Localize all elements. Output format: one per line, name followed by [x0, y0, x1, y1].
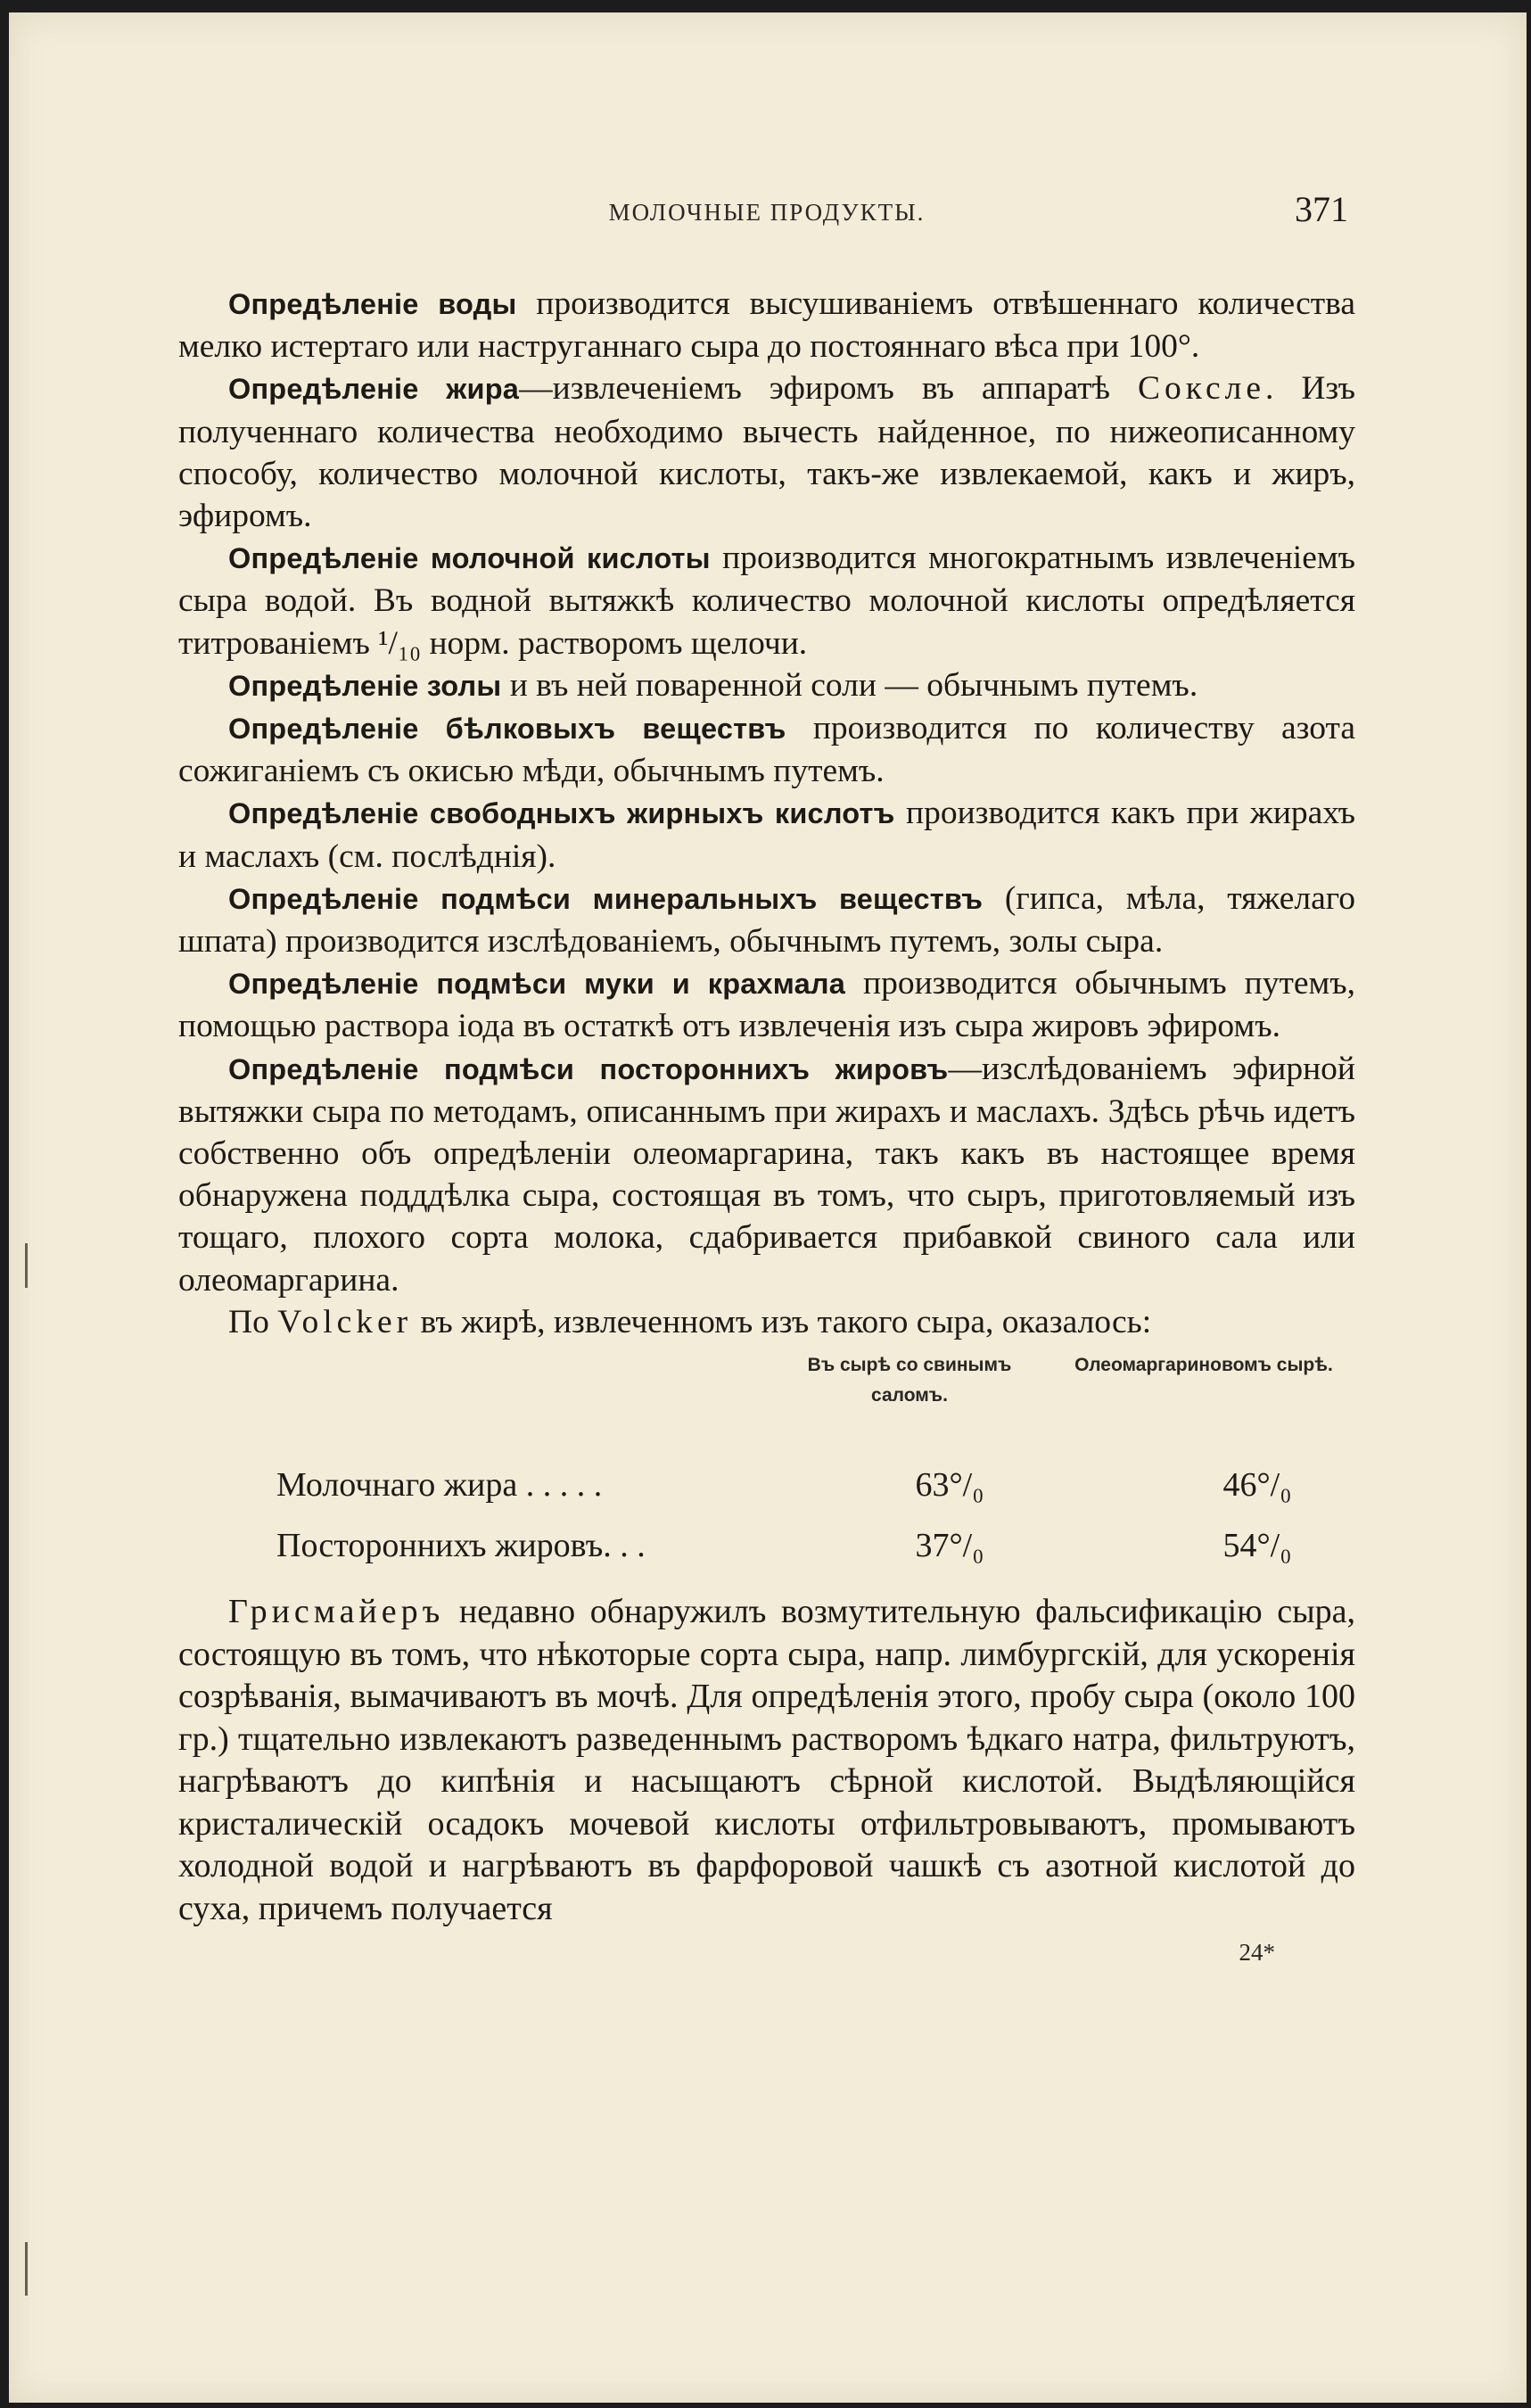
- body-text: [178, 283, 1355, 1975]
- paragraph-text: —извлеченіемъ эфиромъ въ аппаратѣ: [519, 370, 1138, 408]
- paragraph-text-tail: въ жирѣ, извлеченномъ изъ такого сыра, оказалось:: [412, 1303, 1152, 1340]
- paragraph-text: недавно обнаружилъ возмутительную фальсификацію сыра, состоящую въ томъ, что нѣкоторые сорта сыра, напр. лимбургскій, для ускоренія созрѣванія, вымачиваютъ въ мочѣ. Для опредѣленія этого, пробу сыра (около 100 гр.) тщательно извлекаютъ разведеннымъ растворомъ ѣдкаго натра, фильтруютъ, нагрѣваютъ до кипѣнія и насыщаютъ сѣрной кислотой. Выдѣляющійся кристалическій осадокъ мочевой кислоты отфильтровываютъ, промываютъ холодной водой и нагрѣваютъ въ фарфоровой чашкѣ съ азотной кислотой до суха, причемъ получается: [178, 1593, 1355, 1927]
- spaced-name: Грисмайеръ: [228, 1593, 445, 1631]
- paragraph-text: и въ ней поваренной соли — обычнымъ путемъ.: [501, 666, 1198, 704]
- paragraph-lead: Опредѣленіе подмѣси муки и крахмала: [228, 968, 846, 1001]
- paragraph-text: производится многократнымъ извлеченіемъ сыра водой. Въ водной вытяжкѣ количество молочной кислоты опредѣляется титрованіемъ ¹/₁₀ норм. растворомъ щелочи.: [178, 540, 1355, 662]
- paragraph-text: производится какъ при жирахъ и маслахъ (см. послѣднія).: [178, 795, 1355, 875]
- cell-lard: 37°/₀: [915, 1527, 984, 1565]
- paragraph-text: производится по количеству азота сожиганіемъ съ окисью мѣди, обычнымъ путемъ.: [178, 710, 1355, 790]
- paragraph-lead: Опредѣленіе молочной кислоты: [228, 542, 711, 575]
- cell-lard: 63°/₀: [915, 1466, 984, 1505]
- running-title: МОЛОЧНЫЕ ПРОДУКТЫ.: [608, 199, 926, 226]
- paragraph-lactic-acid: [178, 537, 1355, 664]
- paragraph-water: [178, 283, 1355, 367]
- paragraph-lead: Опредѣленіе свободныхъ жирныхъ кислотъ: [228, 797, 895, 830]
- paragraph-text: По: [228, 1303, 278, 1340]
- paragraph-free-fatty-acids: [178, 792, 1355, 877]
- paragraph-proteins: [178, 707, 1355, 792]
- cell-oleomargarine: 46°/₀: [1222, 1466, 1292, 1505]
- table-row: [276, 1464, 1355, 1509]
- paragraph-volcker: [178, 1301, 1355, 1343]
- paragraph-flour-starch: [178, 962, 1355, 1047]
- signature-mark: 24*: [1239, 1939, 1275, 1967]
- paragraph-lead: Опредѣленіе подмѣси постороннихъ жировъ: [228, 1052, 949, 1085]
- paragraph-lead: Опредѣленіе золы: [228, 669, 502, 702]
- cell-oleomargarine: 54°/₀: [1222, 1527, 1292, 1565]
- results-table: [178, 1350, 1355, 1565]
- margin-mark: [25, 2242, 28, 2296]
- page-content: [178, 177, 1355, 1975]
- paragraph-text-tail: . Изъ полученнаго количества необходимо вычесть найденное, по нижеописанному способу, количество молочной кислоты, такъ-же извлекаемой, какъ и жиръ, эфиромъ.: [178, 370, 1355, 535]
- paragraph-lead: Опредѣленіе бѣлковыхъ веществъ: [228, 713, 786, 746]
- paragraph-lead: Опредѣленіе жира: [228, 373, 520, 406]
- paragraph-grismayer: [178, 1591, 1355, 1930]
- column-header-oleomargarine: Олеомаргариновомъ сырѣ.: [1074, 1355, 1333, 1376]
- running-head: [178, 177, 1355, 240]
- paragraph-text: (гипса, мѣла, тяжелаго шпата) производится изслѣдованіемъ, обычнымъ путемъ, золы сыра.: [178, 879, 1355, 961]
- margin-mark: [25, 1243, 28, 1288]
- paragraph-ash: [178, 664, 1355, 707]
- spaced-name: Volcker: [277, 1303, 413, 1340]
- paragraph-text: производится высушиваніемъ отвѣшеннаго количества мелко истертаго или наструганнаго сыра до постояннаго вѣса при 100°.: [178, 285, 1356, 366]
- paragraph-text: производится обычнымъ путемъ, помощью раствора іода въ остаткѣ отъ извлеченія изъ сыра жировъ эфиромъ.: [178, 965, 1356, 1045]
- closing-section: [178, 1591, 1355, 1975]
- paragraph-foreign-fats: [178, 1048, 1355, 1301]
- book-page: [9, 12, 1527, 2403]
- paragraph-mineral-admixture: [178, 878, 1355, 962]
- spaced-name: Сокслe: [1137, 370, 1266, 408]
- row-label: Постороннихъ жировъ. . .: [276, 1527, 646, 1565]
- table-row: [276, 1525, 1355, 1570]
- page-number: 371: [1295, 189, 1348, 229]
- paragraph-lead: Опредѣленіе подмѣси минеральныхъ веществъ: [228, 882, 984, 915]
- paragraph-fat: [178, 367, 1355, 537]
- column-header-lard: Въ сырѣ со свинымъ саломъ.: [807, 1355, 1012, 1406]
- row-label: Молочнаго жира . . . . .: [276, 1466, 603, 1505]
- paragraph-text: —изслѣдованіемъ эфирной вытяжки сыра по методамъ, описаннымъ при жирахъ и маслахъ. Здѣсь рѣчь идетъ собственно объ опредѣленіи олеомаргарина, такъ какъ въ настоящее время обнаружена подддѣлка сыра, состоящая въ томъ, что сыръ, приготовляемый изъ тощаго, плохого сорта молока, сдабривается прибавкой свиного сала или олеомаргарина.: [178, 1050, 1356, 1299]
- paragraph-lead: Опредѣленіе воды: [228, 288, 517, 320]
